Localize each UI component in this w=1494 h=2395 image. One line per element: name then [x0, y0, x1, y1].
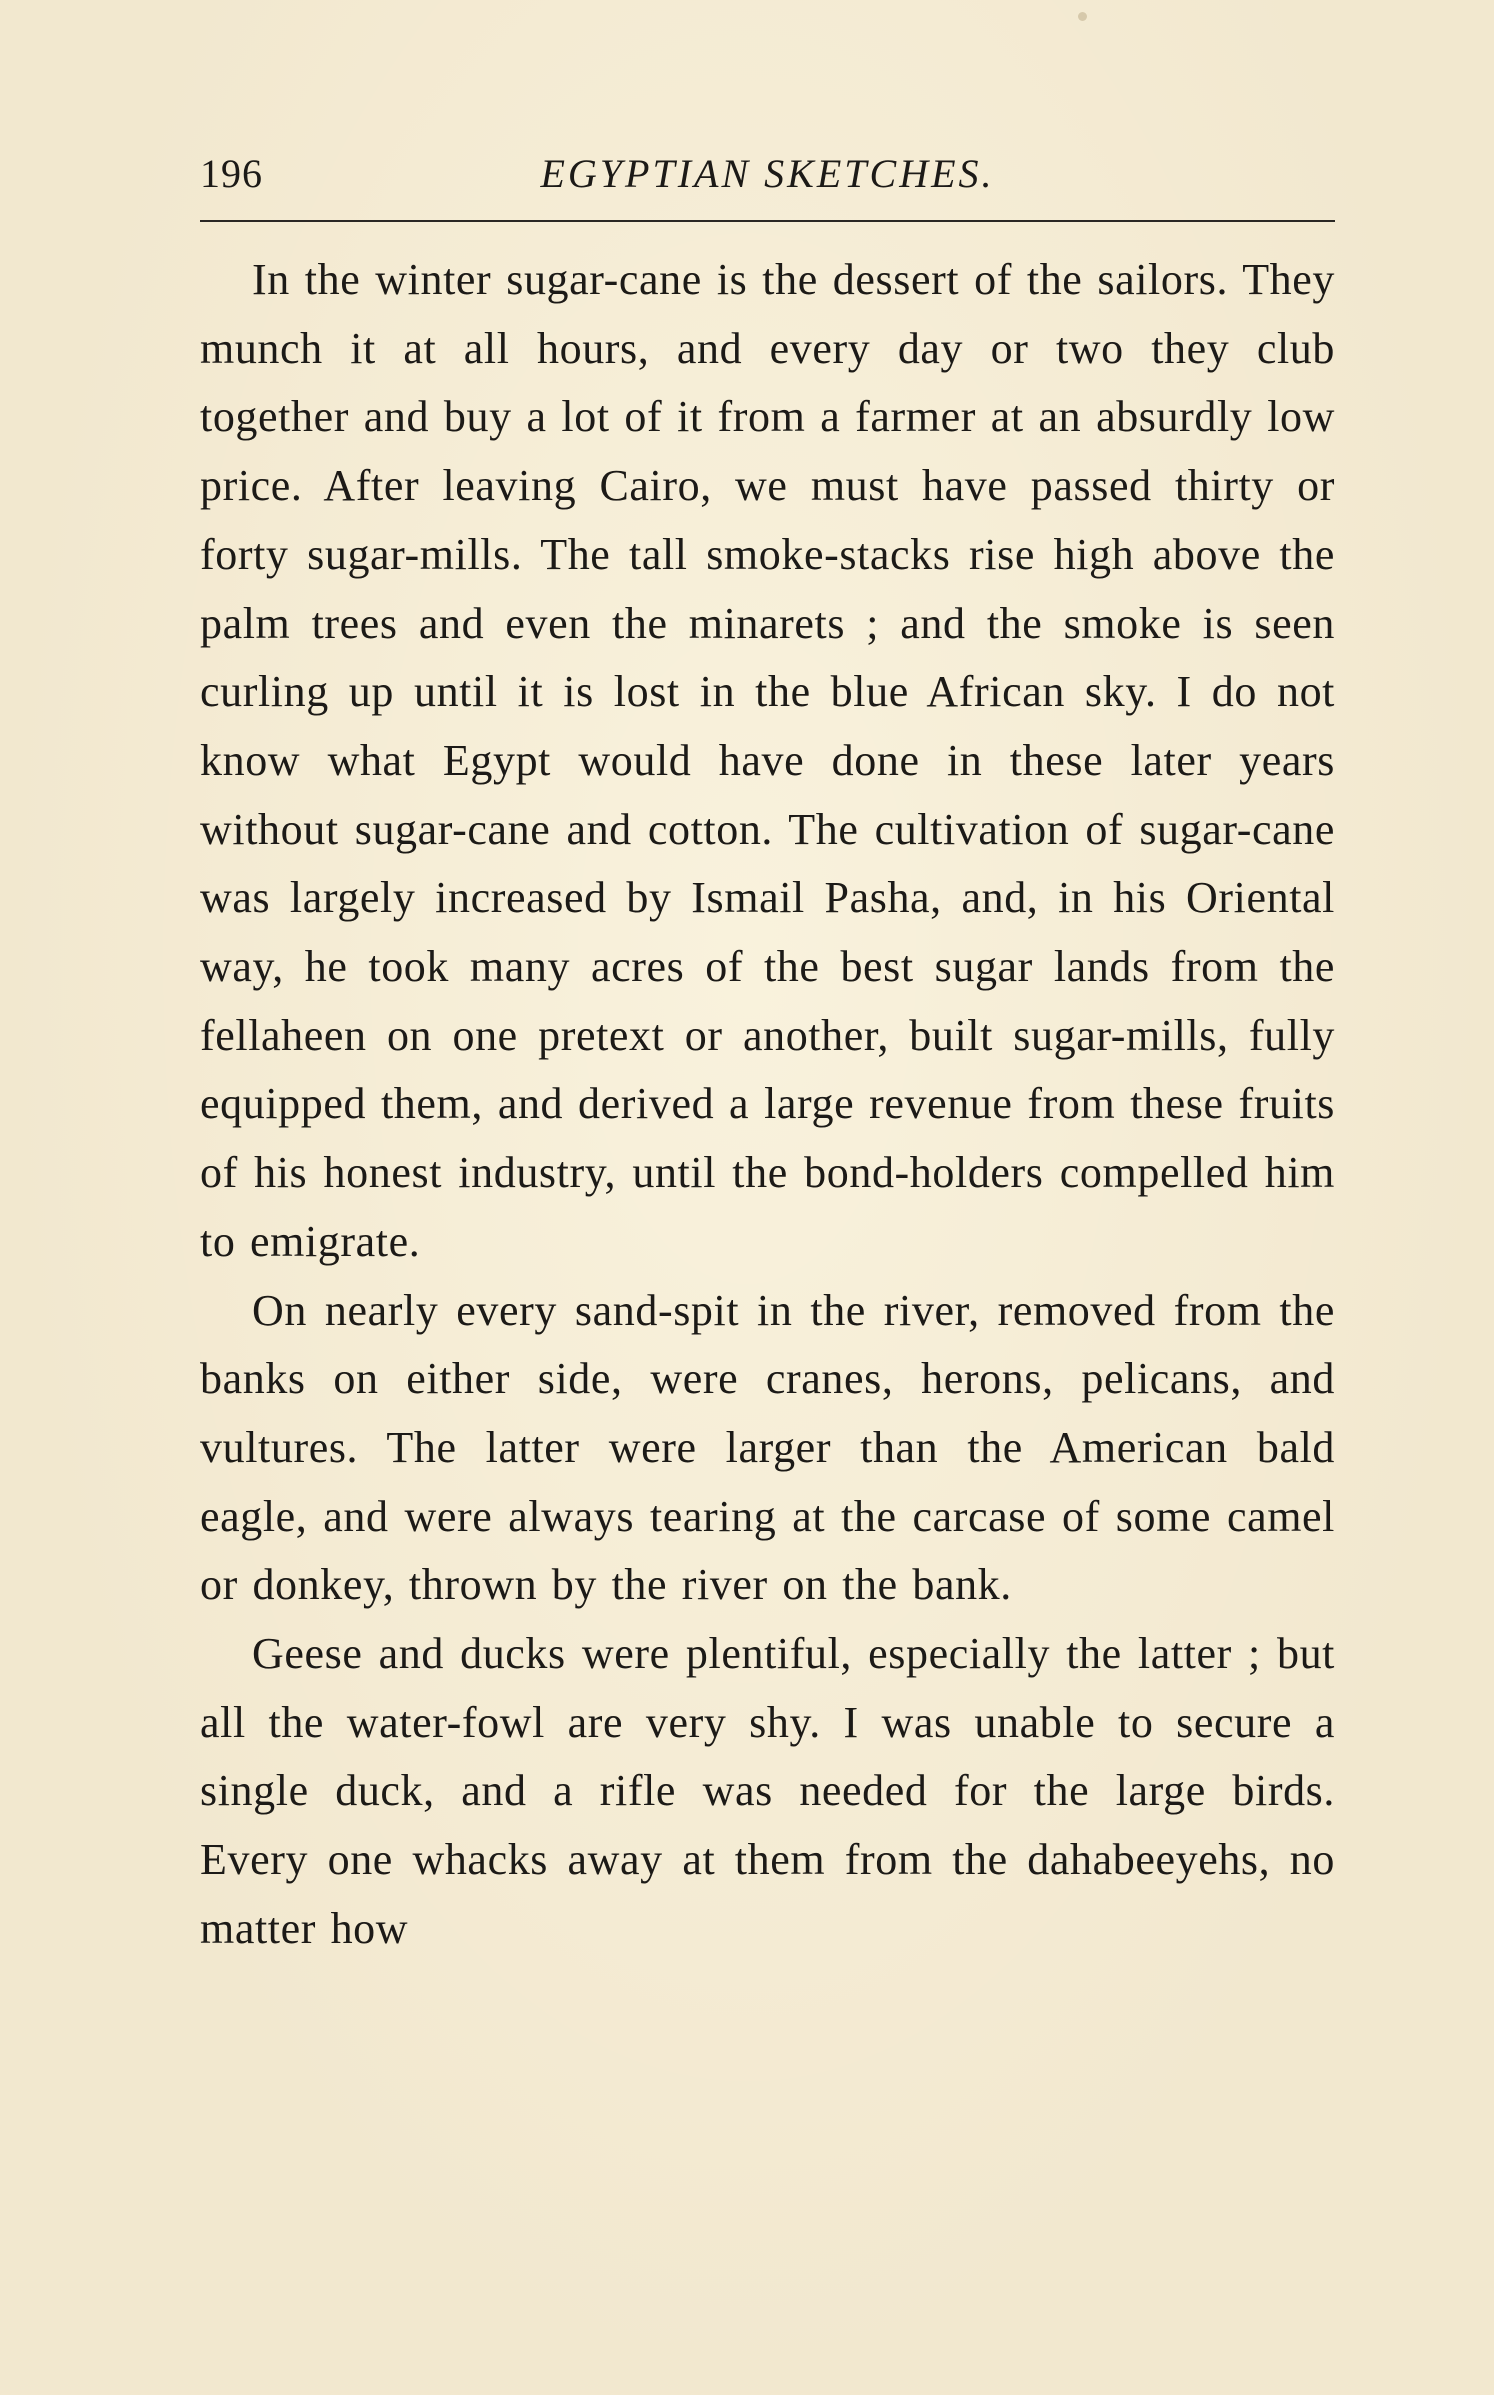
- page-number: 196: [200, 151, 263, 196]
- page-header: [200, 150, 1335, 220]
- paragraph-birds: On nearly every sand-spit in the river, removed from the banks on either side, were cranes, herons, pelicans, and vultures. The latter were larger than the American bald eagle, and were always tearing at the carcase of some camel or donkey, thrown by the river on the bank.: [200, 1285, 1335, 1610]
- header-rule: [200, 220, 1335, 222]
- paragraph-water-fowl: Geese and ducks were plentiful, especially the latter ; but all the water-fowl are very shy. I was unable to secure a single duck, and a rifle was needed for the large birds. Every one whacks away at them from the dahabeeyehs, no matter how: [200, 1629, 1335, 1953]
- paragraph-sugar-cane: In the winter sugar-cane is the dessert of the sailors. They munch it at all hours, and every day or two they club together and buy a lot of it from a farmer at an absurdly low price. After leaving Cairo, we must have passed thirty or forty sugar-mills. The tall smoke-stacks rise high above the palm trees and even the minarets ; and the smoke is seen curling up until it is lost in the blue African sky. I do not know what Egypt would have done in these later years without sugar-cane and cotton. The cultivation of sugar-cane was largely increased by Ismail Pasha, and, in his Oriental way, he took many acres of the best sugar lands from the fellaheen on one pretext or another, built sugar-mills, fully equipped them, and derived a large revenue from these fruits of his honest industry, until the bond-holders compelled him to emigrate.: [200, 255, 1335, 1266]
- body-text: [200, 246, 1335, 1964]
- paper-blemish: [1078, 12, 1087, 21]
- running-title: EGYPTIAN SKETCHES.: [540, 151, 995, 196]
